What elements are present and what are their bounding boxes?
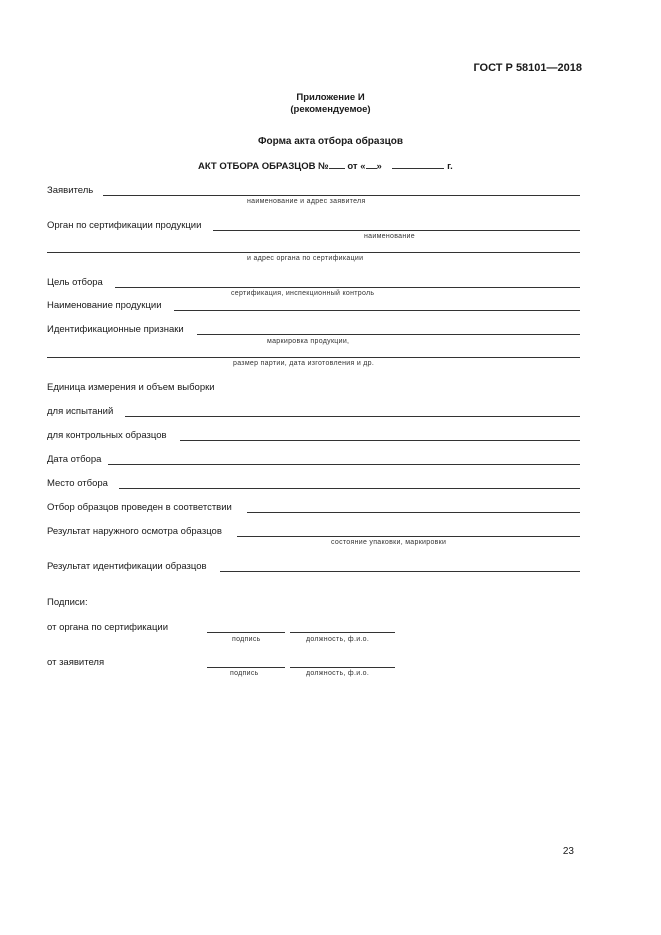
act-number-blank [329,168,345,169]
sign-body-signature-line[interactable] [207,632,285,633]
standard-number: ГОСТ Р 58101—2018 [473,62,582,74]
cert-body-line[interactable] [213,230,580,231]
product-name-label: Наименование продукции [47,300,162,311]
act-prefix: АКТ ОТБОРА ОБРАЗЦОВ № [198,161,329,172]
page-number: 23 [562,846,574,857]
cert-body-hint-address: и адрес органа по сертификации [247,255,364,262]
conducted-line[interactable] [247,512,580,513]
cert-body-hint-name: наименование [364,233,415,240]
for-tests-label: для испытаний [47,406,114,417]
conducted-label: Отбор образцов проведен в соответствии [47,502,232,513]
place-line[interactable] [119,488,580,489]
form-title: Форма акта отбора образцов [258,136,403,147]
sign-applicant-signature-line[interactable] [207,667,285,668]
purpose-hint: сертификация, инспекционный контроль [231,290,375,297]
applicant-hint: наименование и адрес заявителя [247,198,366,205]
appendix-title: Приложение И [296,92,365,103]
sign-from-applicant-label: от заявителя [47,657,105,668]
purpose-label: Цель отбора [47,277,103,288]
sign-applicant-hint-position: должность, ф.и.о. [306,670,370,677]
id-features-line2[interactable] [47,357,580,358]
sign-applicant-position-line[interactable] [290,667,395,668]
place-label: Место отбора [47,478,108,489]
sign-body-position-line[interactable] [290,632,395,633]
appendix-status: (рекомендуемое) [290,104,371,115]
act-year: г. [447,161,453,172]
applicant-line[interactable] [103,195,580,196]
identification-label: Результат идентификации образцов [47,561,207,572]
sign-body-hint-position: должность, ф.и.о. [306,636,370,643]
inspection-hint: состояние упаковки, маркировки [331,539,447,546]
act-quote-close: » [376,161,382,172]
for-control-line[interactable] [180,440,580,441]
id-features-hint1: маркировка продукции, [267,338,350,345]
date-line[interactable] [108,464,580,465]
unit-volume-label: Единица измерения и объем выборки [47,382,215,393]
sign-body-hint-signature: подпись [232,636,261,643]
sign-from-body-label: от органа по сертификации [47,622,168,633]
act-day-blank [366,168,377,169]
identification-line[interactable] [220,571,580,572]
cert-body-address-line[interactable] [47,252,580,253]
id-features-line[interactable] [197,334,580,335]
product-name-line[interactable] [174,310,580,311]
applicant-label: Заявитель [47,185,94,196]
inspection-line[interactable] [237,536,580,537]
id-features-label: Идентификационные признаки [47,324,184,335]
signatures-title: Подписи: [47,597,88,608]
act-month-blank [392,168,444,169]
act-title [198,161,453,172]
sign-applicant-hint-signature: подпись [230,670,259,677]
for-tests-line[interactable] [125,416,580,417]
purpose-line[interactable] [115,287,580,288]
for-control-label: для контрольных образцов [47,430,167,441]
id-features-hint2: размер партии, дата изготовления и др. [233,360,375,367]
cert-body-label: Орган по сертификации продукции [47,220,202,231]
date-label: Дата отбора [47,454,102,465]
inspection-label: Результат наружного осмотра образцов [47,526,222,537]
act-from: от « [347,161,366,172]
